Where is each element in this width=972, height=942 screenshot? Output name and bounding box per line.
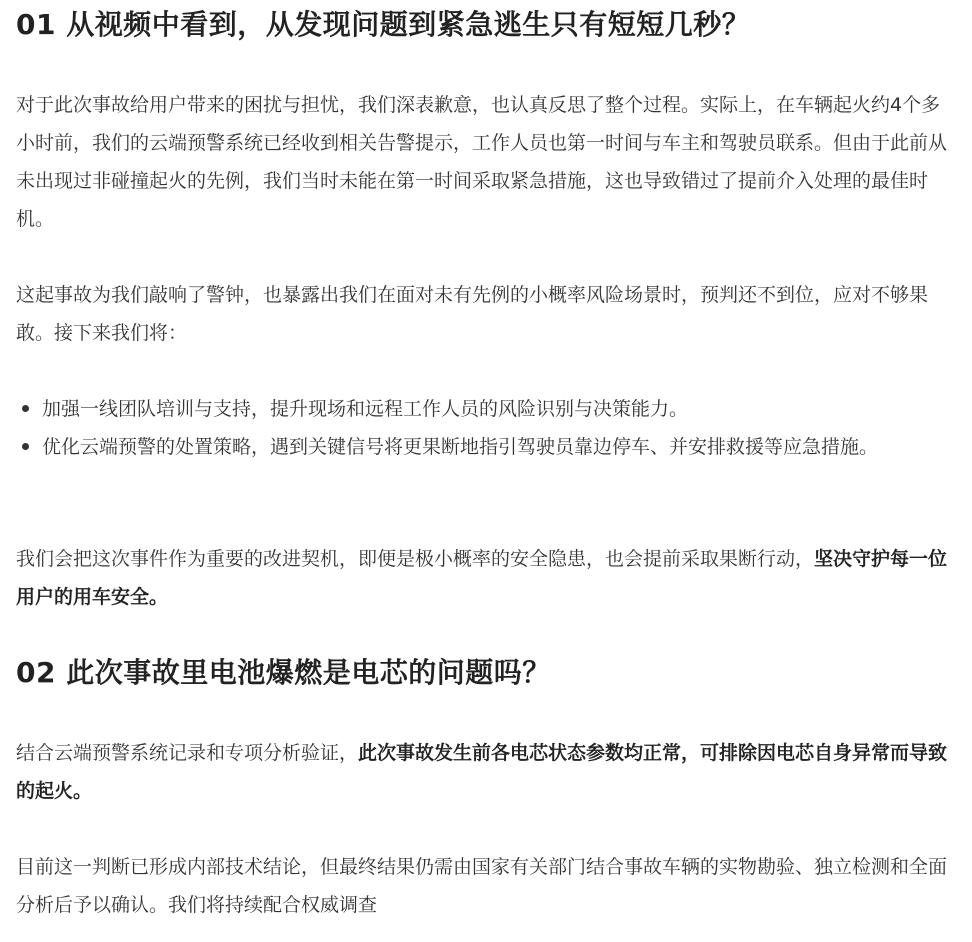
paragraph-commitment-bold: 坚决守护每一位用户的用车安全。 [16, 548, 948, 608]
bullet-dot-icon [22, 405, 29, 412]
paragraph-commitment-text: 我们会把这次事件作为重要的改进契机，即便是极小概率的安全隐患，也会提前采取果断行动， [16, 548, 815, 570]
paragraph-analysis-bold: 此次事故发生前各电芯状态参数均正常，可排除因电芯自身异常而导致的起火。 [16, 742, 948, 802]
paragraph-conclusion: 目前这一判断已形成内部技术结论，但最终结果仍需由国家有关部门结合事故车辆的实物勘验、独立检测和全面分析后予以确认。我们将持续配合权威调查 [16, 856, 948, 916]
paragraph-warning: 这起事故为我们敲响了警钟，也暴露出我们在面对未有先例的小概率风险场景时，预判还不到位，应对不够果敢。接下来我们将： [16, 284, 929, 344]
list-item [16, 428, 954, 466]
section-heading-01: 01 从视频中看到，从发现问题到紧急逃生只有短短几秒？ [16, 8, 751, 41]
bullet-dot-icon [22, 443, 29, 450]
list-item-text: 优化云端预警的处置策略，遇到关键信号将更果断地指引驾驶员靠边停车、并安排救援等应急措施。 [42, 436, 879, 458]
improvement-list [16, 390, 954, 466]
paragraph-commitment [16, 540, 954, 616]
paragraph-apology: 对于此次事故给用户带来的困扰与担忧，我们深表歉意，也认真反思了整个过程。实际上，在车辆起火约4个多小时前，我们的云端预警系统已经收到相关告警提示，工作人员也第一时间与车主和驾驶员联系。但由于此前从未出现过非碰撞起火的先例，我们当时未能在第一时间采取紧急措施，这也导致错过了提前介入处理的最佳时机。 [16, 94, 948, 230]
paragraph-analysis-text: 结合云端预警系统记录和专项分析验证， [16, 742, 359, 764]
list-item [16, 390, 954, 428]
list-item-text: 加强一线团队培训与支持，提升现场和远程工作人员的风险识别与决策能力。 [42, 398, 689, 420]
paragraph-analysis [16, 734, 954, 810]
section-heading-02: 02 此次事故里电池爆燃是电芯的问题吗？ [16, 656, 551, 689]
